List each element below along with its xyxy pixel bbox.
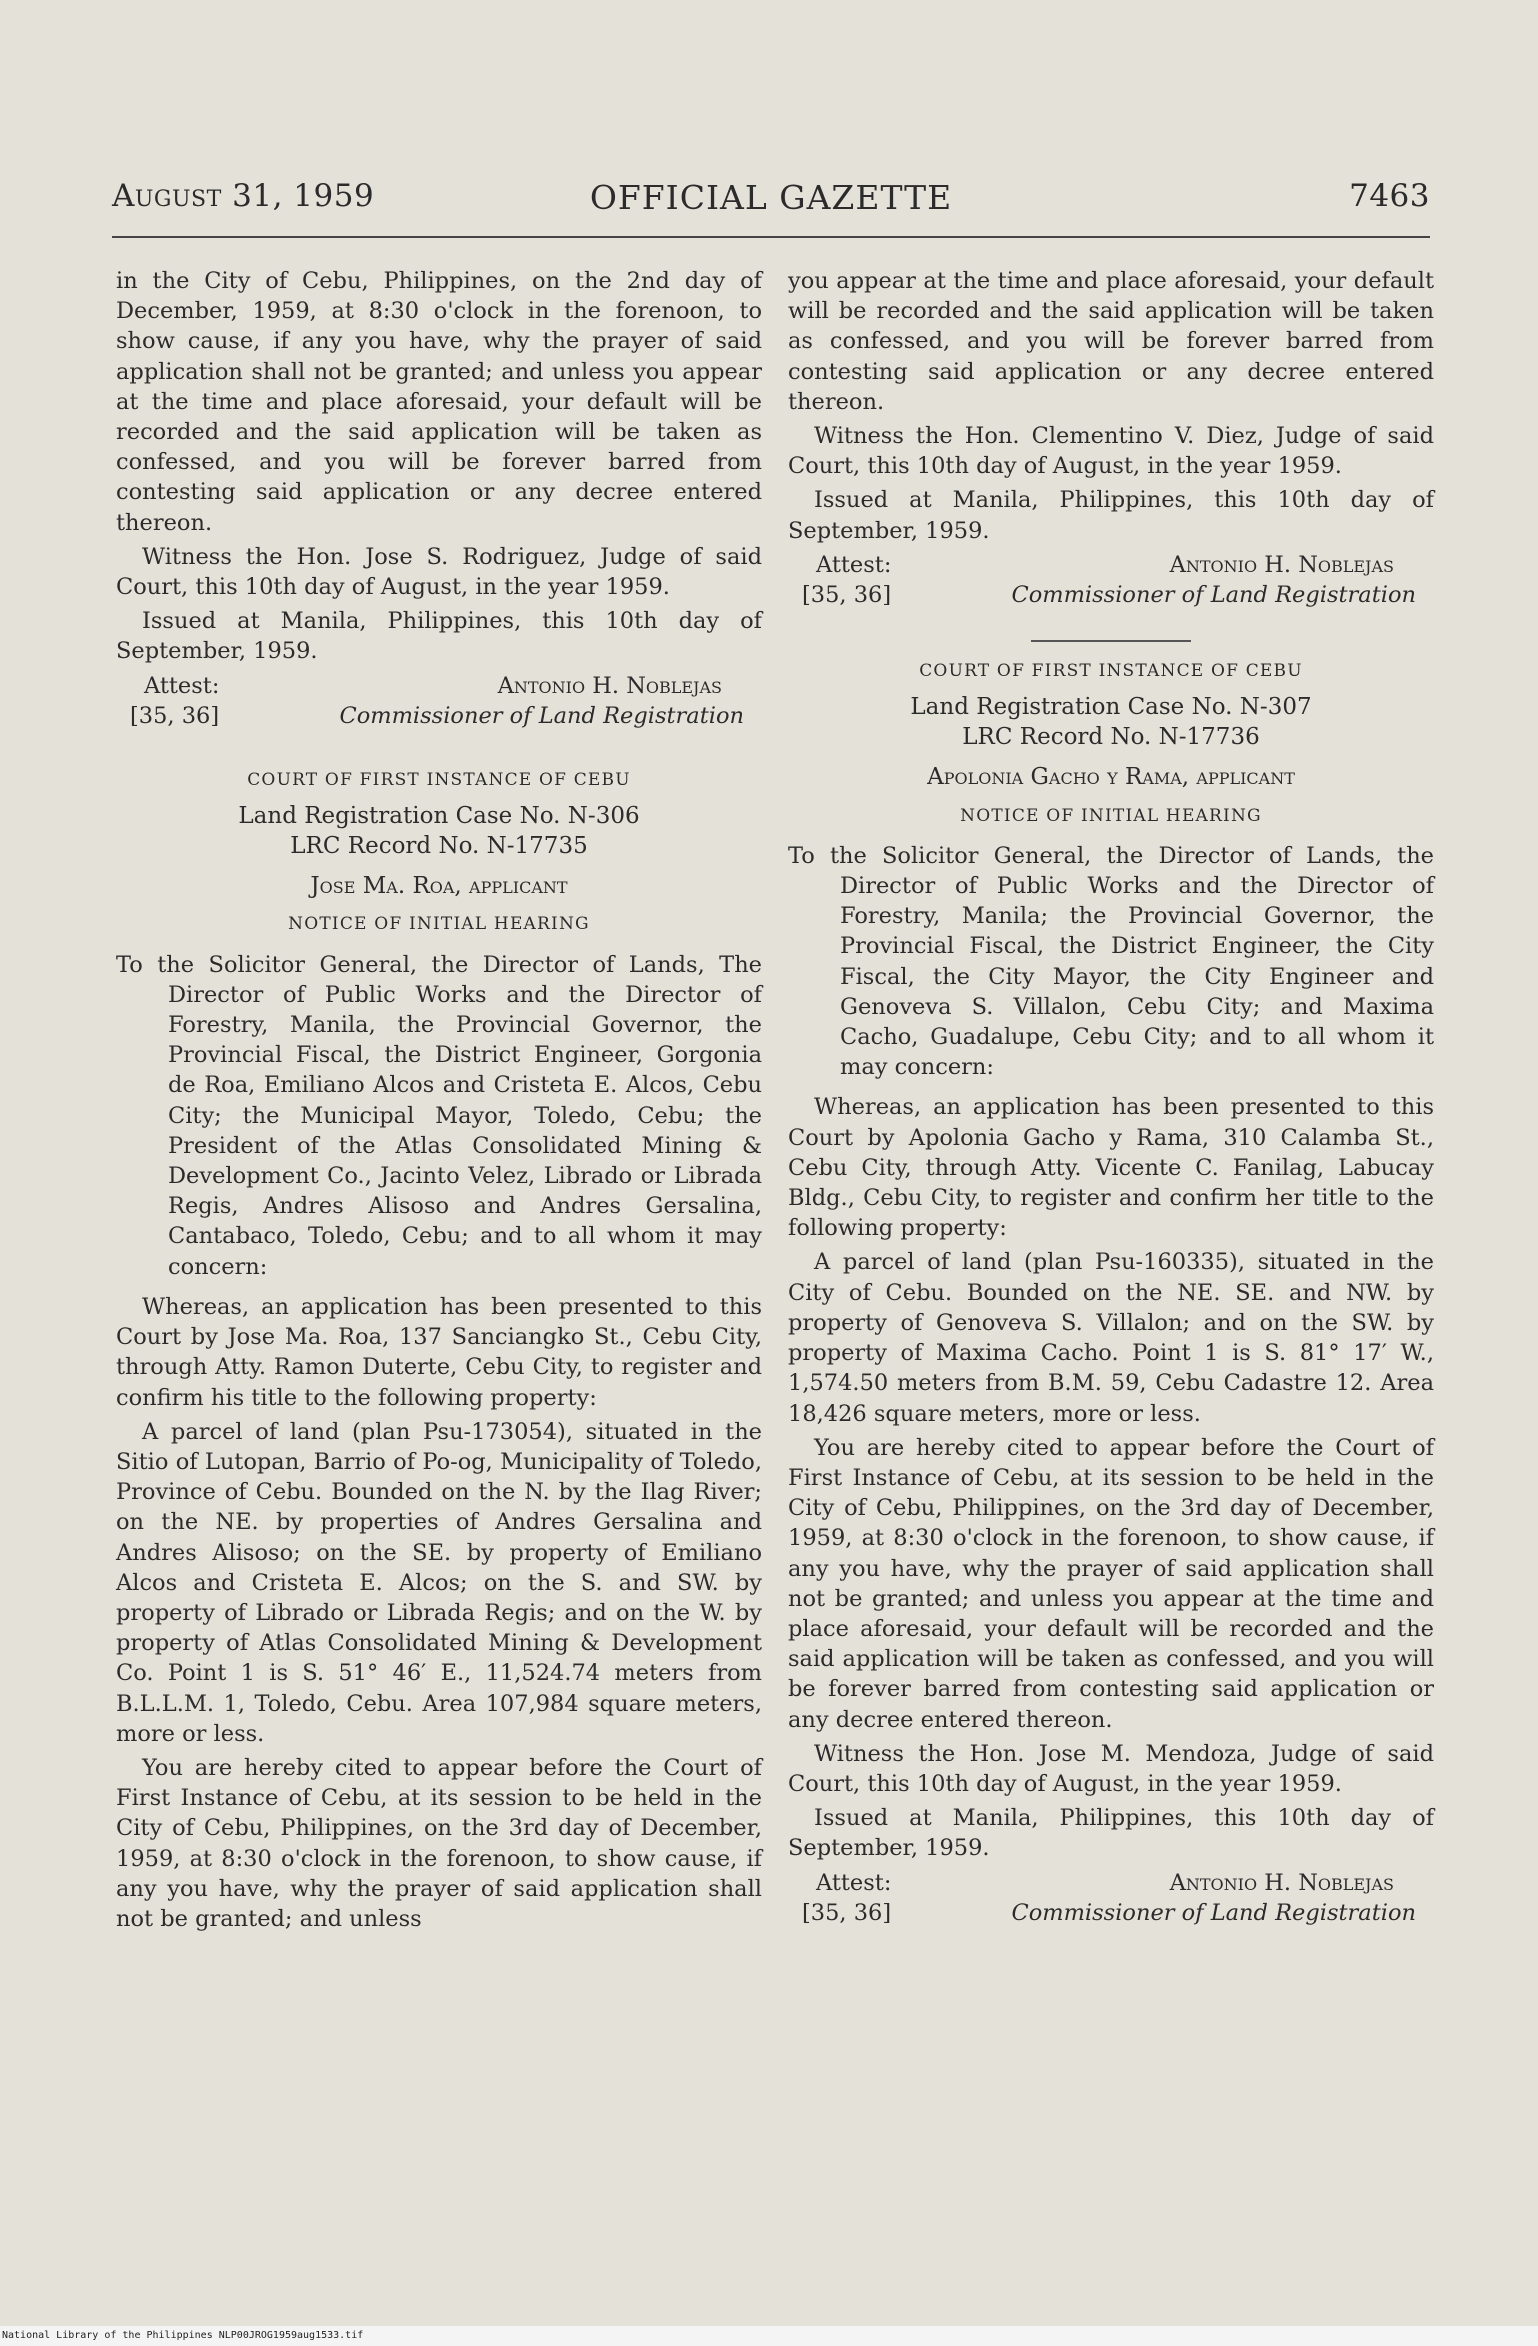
- issued-paragraph-2: Issued at Manila, Philippines, this 10th day of September, 1959.: [788, 1805, 1434, 1862]
- lrc-record-number: LRC Record No. N-17735: [290, 833, 588, 860]
- witness-paragraph: Witness the Hon. Clementino V. Diez, Judge of said Court, this 10th day of August, in the year 1959.: [788, 423, 1434, 480]
- record-line: [116, 701, 762, 731]
- record-line-2: [788, 1898, 1434, 1928]
- record-reference: [35, 36]: [802, 582, 892, 609]
- cited-paragraph: You are hereby cited to appear before the Court of First Instance of Cebu, at its session to be held in the City of Cebu, Philippines, on the 3rd day of December, 1959, at 8:30 o'clock in the forenoon, to show cause, if any you have, why the prayer of said application shall not be granted; and unless: [116, 1754, 762, 1932]
- applicant-name: Jose Ma. Roa, applicant: [310, 873, 568, 900]
- witness-paragraph-2: Witness the Hon. Jose M. Mendoza, Judge of said Court, this 10th day of August, in the year 1959.: [788, 1740, 1434, 1797]
- applicant-name: Apolonia Gacho y Rama, applicant: [927, 764, 1295, 791]
- record-reference: [35, 36]: [130, 702, 220, 729]
- parcel-paragraph: A parcel of land (plan Psu-173054), situated in the Sitio of Lutopan, Barrio of Po-og, Municipality of Toledo, Province of Cebu. Bounded on the N. by the Ilag River; on the NE. by properties of Andres Gersalina and Andres Alisoso; on the SE. by property of Emiliano Alcos and Cristeta E. Alcos; on the S. and SW. by property of Librado or Librada Regis; and on the W. by property of Atlas Consolidated Mining & Development Co. Point 1 is S. 51° 46′ E., 11,524.74 meters from B.L.L.M. 1, Toledo, Cebu. Area 107,984 square meters, more or less.: [116, 1418, 762, 1747]
- scan-footer: National Library of the Philippines NLP00JROG1959aug1533.tif: [0, 2326, 1538, 2346]
- attest-line-2: [788, 1868, 1434, 1898]
- continued-paragraph: in the City of Cebu, Philippines, on the 2nd day of December, 1959, at 8:30 o'clock in the forenoon, to show cause, if any you have, why the prayer of said application shall not be granted; and unless you appear at the time and place aforesaid, your default will be recorded and the said application will be taken as confessed, and you will be forever barred from contesting said application or any decree entered thereon.: [116, 268, 762, 536]
- page-header: [112, 178, 1430, 226]
- whereas-paragraph: Whereas, an application has been presented to this Court by Jose Ma. Roa, 137 Sanciangko St., Cebu City, through Atty. Ramon Duterte, Cebu City, to register and confirm his title to the following property:: [116, 1293, 762, 1411]
- cited-paragraph: You are hereby cited to appear before the Court of First Instance of Cebu, at its session to be held in the City of Cebu, Philippines, on the 3rd day of December, 1959, at 8:30 o'clock in the forenoon, to show cause, if any you have, why the prayer of said application shall not be granted; and unless you appear at the time and place aforesaid, your default will be recorded and the said application will be taken as confessed, and you will be forever barred from contesting said application or any decree entered thereon.: [788, 1434, 1434, 1733]
- case-number: Land Registration Case No. N-307: [910, 694, 1312, 721]
- publication-title: OFFICIAL GAZETTE: [589, 178, 953, 217]
- lrc-record-number: LRC Record No. N-17736: [962, 724, 1260, 751]
- page-number: 7463: [1349, 178, 1430, 214]
- case-number: Land Registration Case No. N-306: [238, 803, 640, 830]
- record-line: [788, 580, 1434, 610]
- commissioner-title: Commissioner of Land Registration: [1011, 582, 1416, 609]
- issued-paragraph: Issued at Manila, Philippines, this 10th day of September, 1959.: [788, 487, 1434, 544]
- addressee-paragraph: To the Solicitor General, the Director of Lands, The Director of Public Works and the Director of Forestry, Manila, the Provincial Governor, the Provincial Fiscal, the District Engineer, Gorgonia de Roa, Emiliano Alcos and Cristeta E. Alcos, Cebu City; the Municipal Mayor, Toledo, Cebu; the President of the Atlas Consolidated Mining & Development Co., Jacinto Velez, Librado or Librada Regis, Andres Alisoso and Andres Gersalina, Cantabaco, Toledo, Cebu; and to all whom it may concern:: [116, 951, 762, 1280]
- attest-label: Attest:: [816, 1869, 892, 1896]
- commissioner-title: Commissioner of Land Registration: [339, 702, 744, 729]
- attest-name: Antonio H. Noblejas: [1169, 1869, 1394, 1896]
- attest-label: Attest:: [816, 551, 892, 578]
- attest-name: Antonio H. Noblejas: [497, 672, 722, 699]
- witness-paragraph: Witness the Hon. Jose S. Rodriguez, Judge of said Court, this 10th day of August, in the year 1959.: [116, 543, 762, 601]
- commissioner-title: Commissioner of Land Registration: [1011, 1899, 1416, 1926]
- attest-line: [788, 550, 1434, 580]
- section-separator: [1031, 640, 1191, 642]
- left-column: [116, 266, 762, 1938]
- record-reference: [35, 36]: [802, 1899, 892, 1926]
- whereas-paragraph: Whereas, an application has been presented to this Court by Apolonia Gacho y Rama, 310 Calamba St., Cebu City, through Atty. Vicente C. Fanilag, Labucay Bldg., Cebu City, to register and confirm her title to the following property:: [788, 1094, 1434, 1242]
- header-rule: [112, 236, 1430, 238]
- parcel-paragraph: A parcel of land (plan Psu-160335), situated in the City of Cebu. Bounded on the NE. SE. and NW. by property of Genoveva S. Villalon; and on the SW. by property of Maxima Cacho. Point 1 is S. 81° 17′ W., 1,574.50 meters from B.M. 59, Cebu Cadastre 12. Area 18,426 square meters, more or less.: [788, 1249, 1434, 1427]
- continued-paragraph: you appear at the time and place aforesaid, your default will be recorded and the said application will be taken as confessed, and you will be forever barred from contesting said application or any decree entered thereon.: [788, 268, 1434, 415]
- court-heading: COURT OF FIRST INSTANCE OF CEBU: [247, 770, 631, 791]
- attest-line: [116, 671, 762, 701]
- right-column: [788, 266, 1434, 1928]
- notice-heading: NOTICE OF INITIAL HEARING: [288, 914, 590, 935]
- attest-name: Antonio H. Noblejas: [1169, 551, 1394, 578]
- notice-heading: NOTICE OF INITIAL HEARING: [960, 805, 1262, 826]
- addressee-paragraph: To the Solicitor General, the Director of Lands, the Director of Public Works and the Director of Forestry, Manila; the Provincial Governor, the Provincial Fiscal, the District Engineer, the City Fiscal, the City Mayor, the City Engineer and Genoveva S. Villalon, Cebu City; and Maxima Cacho, Guadalupe, Cebu City; and to all whom it may concern:: [788, 842, 1434, 1081]
- attest-label: Attest:: [144, 672, 220, 699]
- court-heading: COURT OF FIRST INSTANCE OF CEBU: [919, 661, 1303, 682]
- header-date: August 31, 1959: [112, 178, 375, 214]
- issued-paragraph: Issued at Manila, Philippines, this 10th day of September, 1959.: [116, 608, 762, 665]
